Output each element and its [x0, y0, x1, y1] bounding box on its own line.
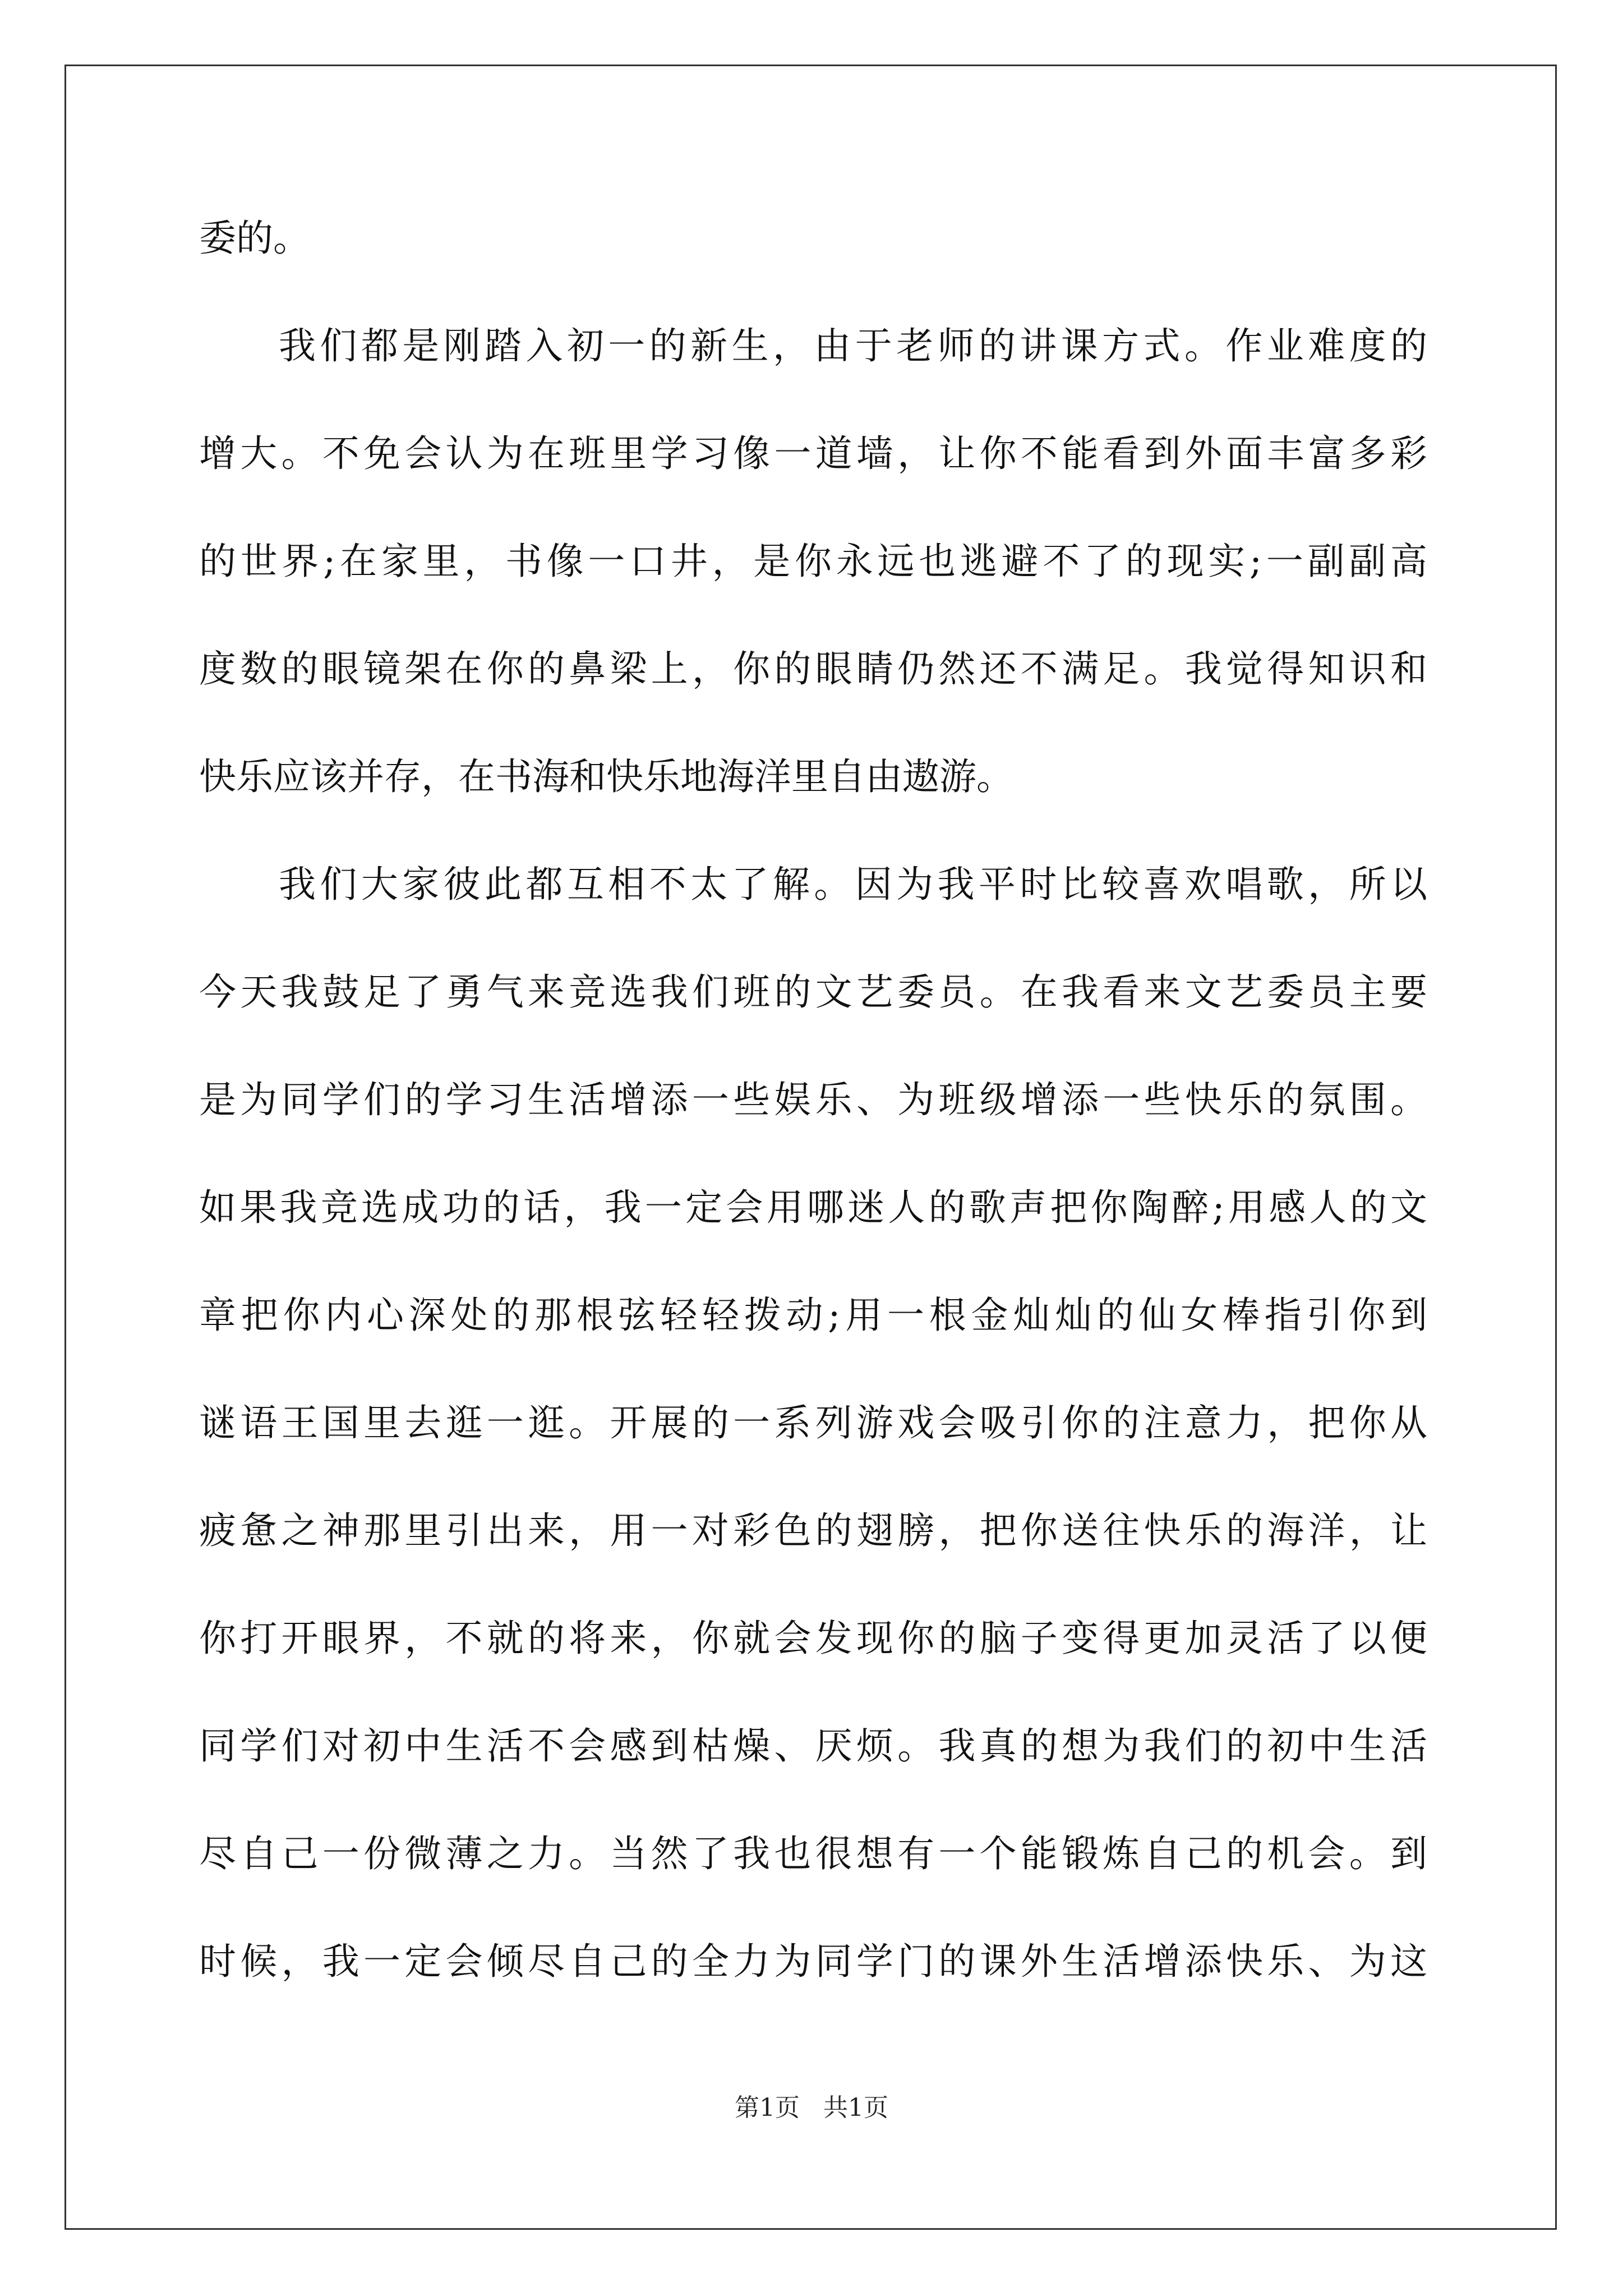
page-border: [64, 65, 1557, 2230]
text-line: 你打开眼界，不就的将来，你就会发现你的脑子变得更加灵活了以便: [199, 1617, 1427, 1660]
text-line: 我们都是刚踏入初一的新生，由于老师的讲课方式。作业难度的: [279, 324, 1427, 367]
text-line: 疲惫之神那里引出来，用一对彩色的翅膀，把你送往快乐的海洋，让: [199, 1509, 1427, 1552]
footer-spacer: [800, 2093, 823, 2122]
text-line: 快乐应该并存，在书海和快乐地海洋里自由遨游。: [199, 755, 1013, 798]
text-line: 同学们对初中生活不会感到枯燥、厌烦。我真的想为我们的初中生活: [199, 1724, 1427, 1768]
text-line: 的世界;在家里，书像一口井，是你永远也逃避不了的现实;一副副高: [199, 540, 1427, 583]
text-line: 今天我鼓足了勇气来竞选我们班的文艺委员。在我看来文艺委员主要: [199, 970, 1427, 1014]
page-footer: [0, 2092, 1623, 2124]
text-line: 增大。不免会认为在班里学习像一道墙，让你不能看到外面丰富多彩: [199, 432, 1427, 475]
text-line: 谜语王国里去逛一逛。开展的一系列游戏会吸引你的注意力，把你从: [199, 1401, 1427, 1444]
text-line: 我们大家彼此都互相不太了解。因为我平时比较喜欢唱歌，所以: [279, 863, 1427, 906]
page-number: 第1页: [735, 2093, 800, 2122]
text-line: 委的。: [199, 217, 310, 260]
text-line: 章把你内心深处的那根弦轻轻拨动;用一根金灿灿的仙女棒指引你到: [199, 1294, 1427, 1337]
text-line: 是为同学们的学习生活增添一些娱乐、为班级增添一些快乐的氛围。: [199, 1078, 1427, 1121]
text-line: 度数的眼镜架在你的鼻梁上，你的眼睛仍然还不满足。我觉得知识和: [199, 647, 1427, 691]
text-line: 如果我竞选成功的话，我一定会用哪迷人的歌声把你陶醉;用感人的文: [199, 1186, 1427, 1229]
text-line: 尽自己一份微薄之力。当然了我也很想有一个能锻炼自己的机会。到: [199, 1832, 1427, 1875]
page-total: 共1页: [823, 2093, 888, 2122]
text-line: 时候，我一定会倾尽自己的全力为同学门的课外生活增添快乐、为这: [199, 1940, 1427, 1983]
